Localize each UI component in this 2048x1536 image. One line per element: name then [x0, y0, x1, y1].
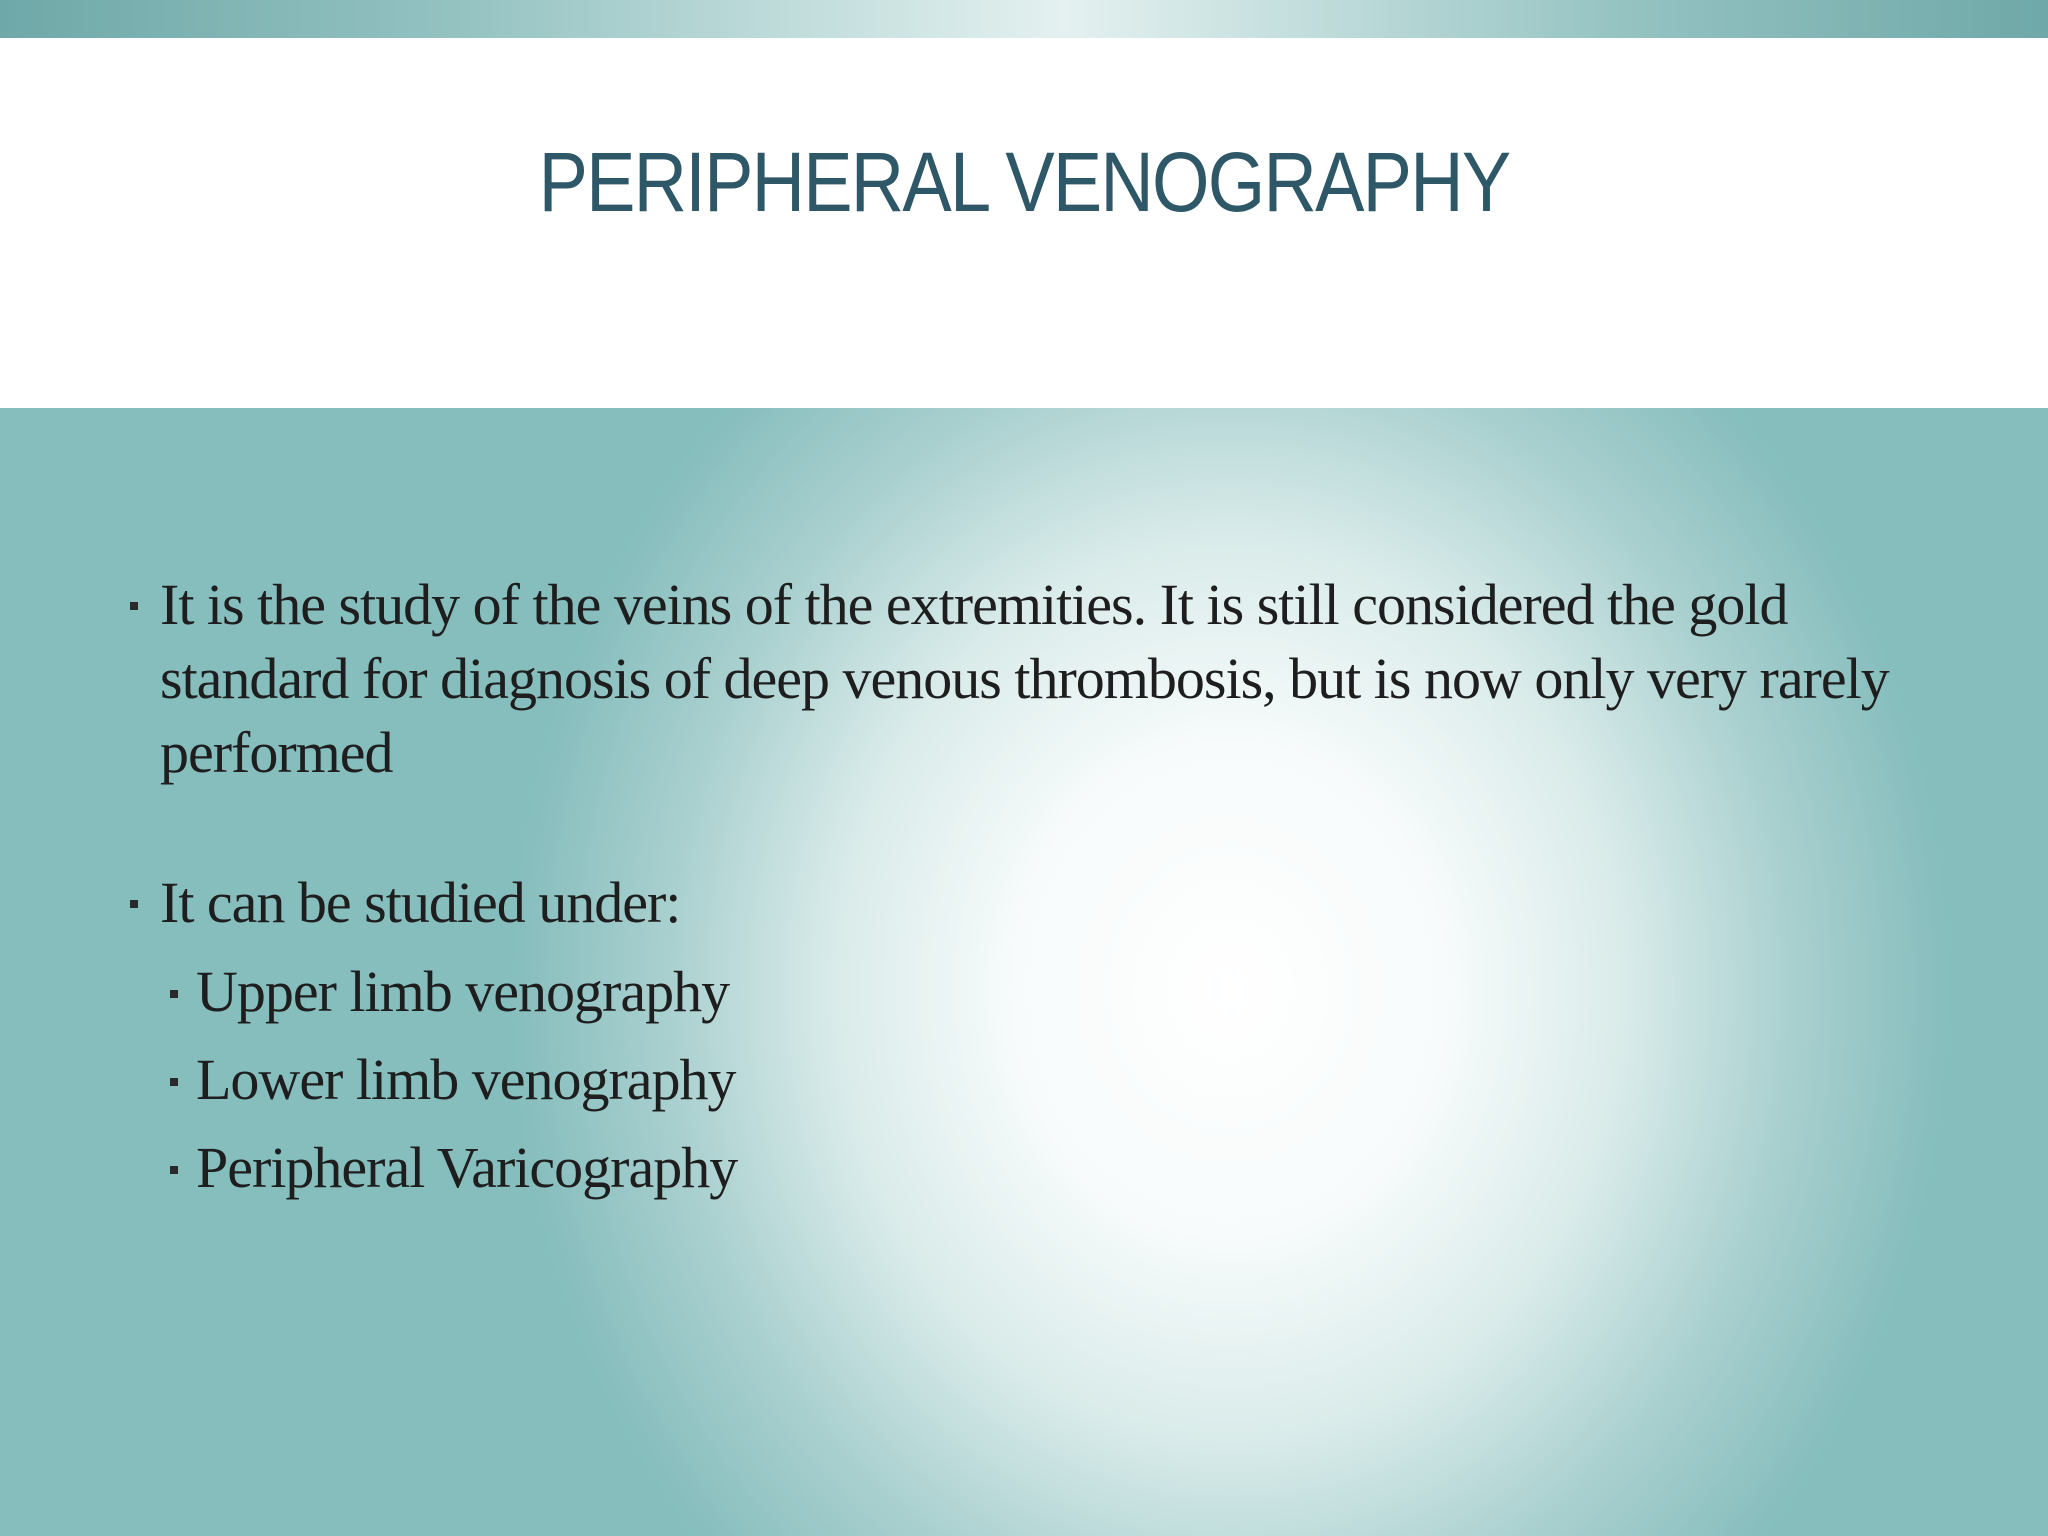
bullet-item — [130, 568, 1930, 790]
bullet-text: It can be studied under: — [160, 870, 681, 935]
slide-title: PERIPHERAL VENOGRAPHY — [538, 135, 1510, 229]
sub-bullet-text: Lower limb venography — [196, 1047, 736, 1112]
bullet-marker-icon — [130, 602, 138, 610]
sub-bullet-item — [170, 1124, 1930, 1212]
sub-bullet-text: Upper limb venography — [196, 959, 730, 1024]
bullet-marker-icon — [130, 900, 138, 908]
bullet-text: It is the study of the veins of the extremities. It is still considered the gold standard for diagnosis of deep venous thrombosis, but is now only very rarely performed — [160, 572, 1889, 785]
bullet-item — [130, 866, 1930, 940]
sub-bullet-text: Peripheral Varicography — [196, 1135, 738, 1200]
sub-bullet-marker-icon — [170, 1078, 178, 1086]
bullet-1 — [130, 568, 1930, 790]
sub-bullet-marker-icon — [170, 1166, 178, 1174]
sub-bullet-item — [170, 948, 1930, 1036]
sub-bullet-item — [170, 1036, 1930, 1124]
bullet-2 — [130, 866, 1930, 1212]
sub-bullet-marker-icon — [170, 990, 178, 998]
